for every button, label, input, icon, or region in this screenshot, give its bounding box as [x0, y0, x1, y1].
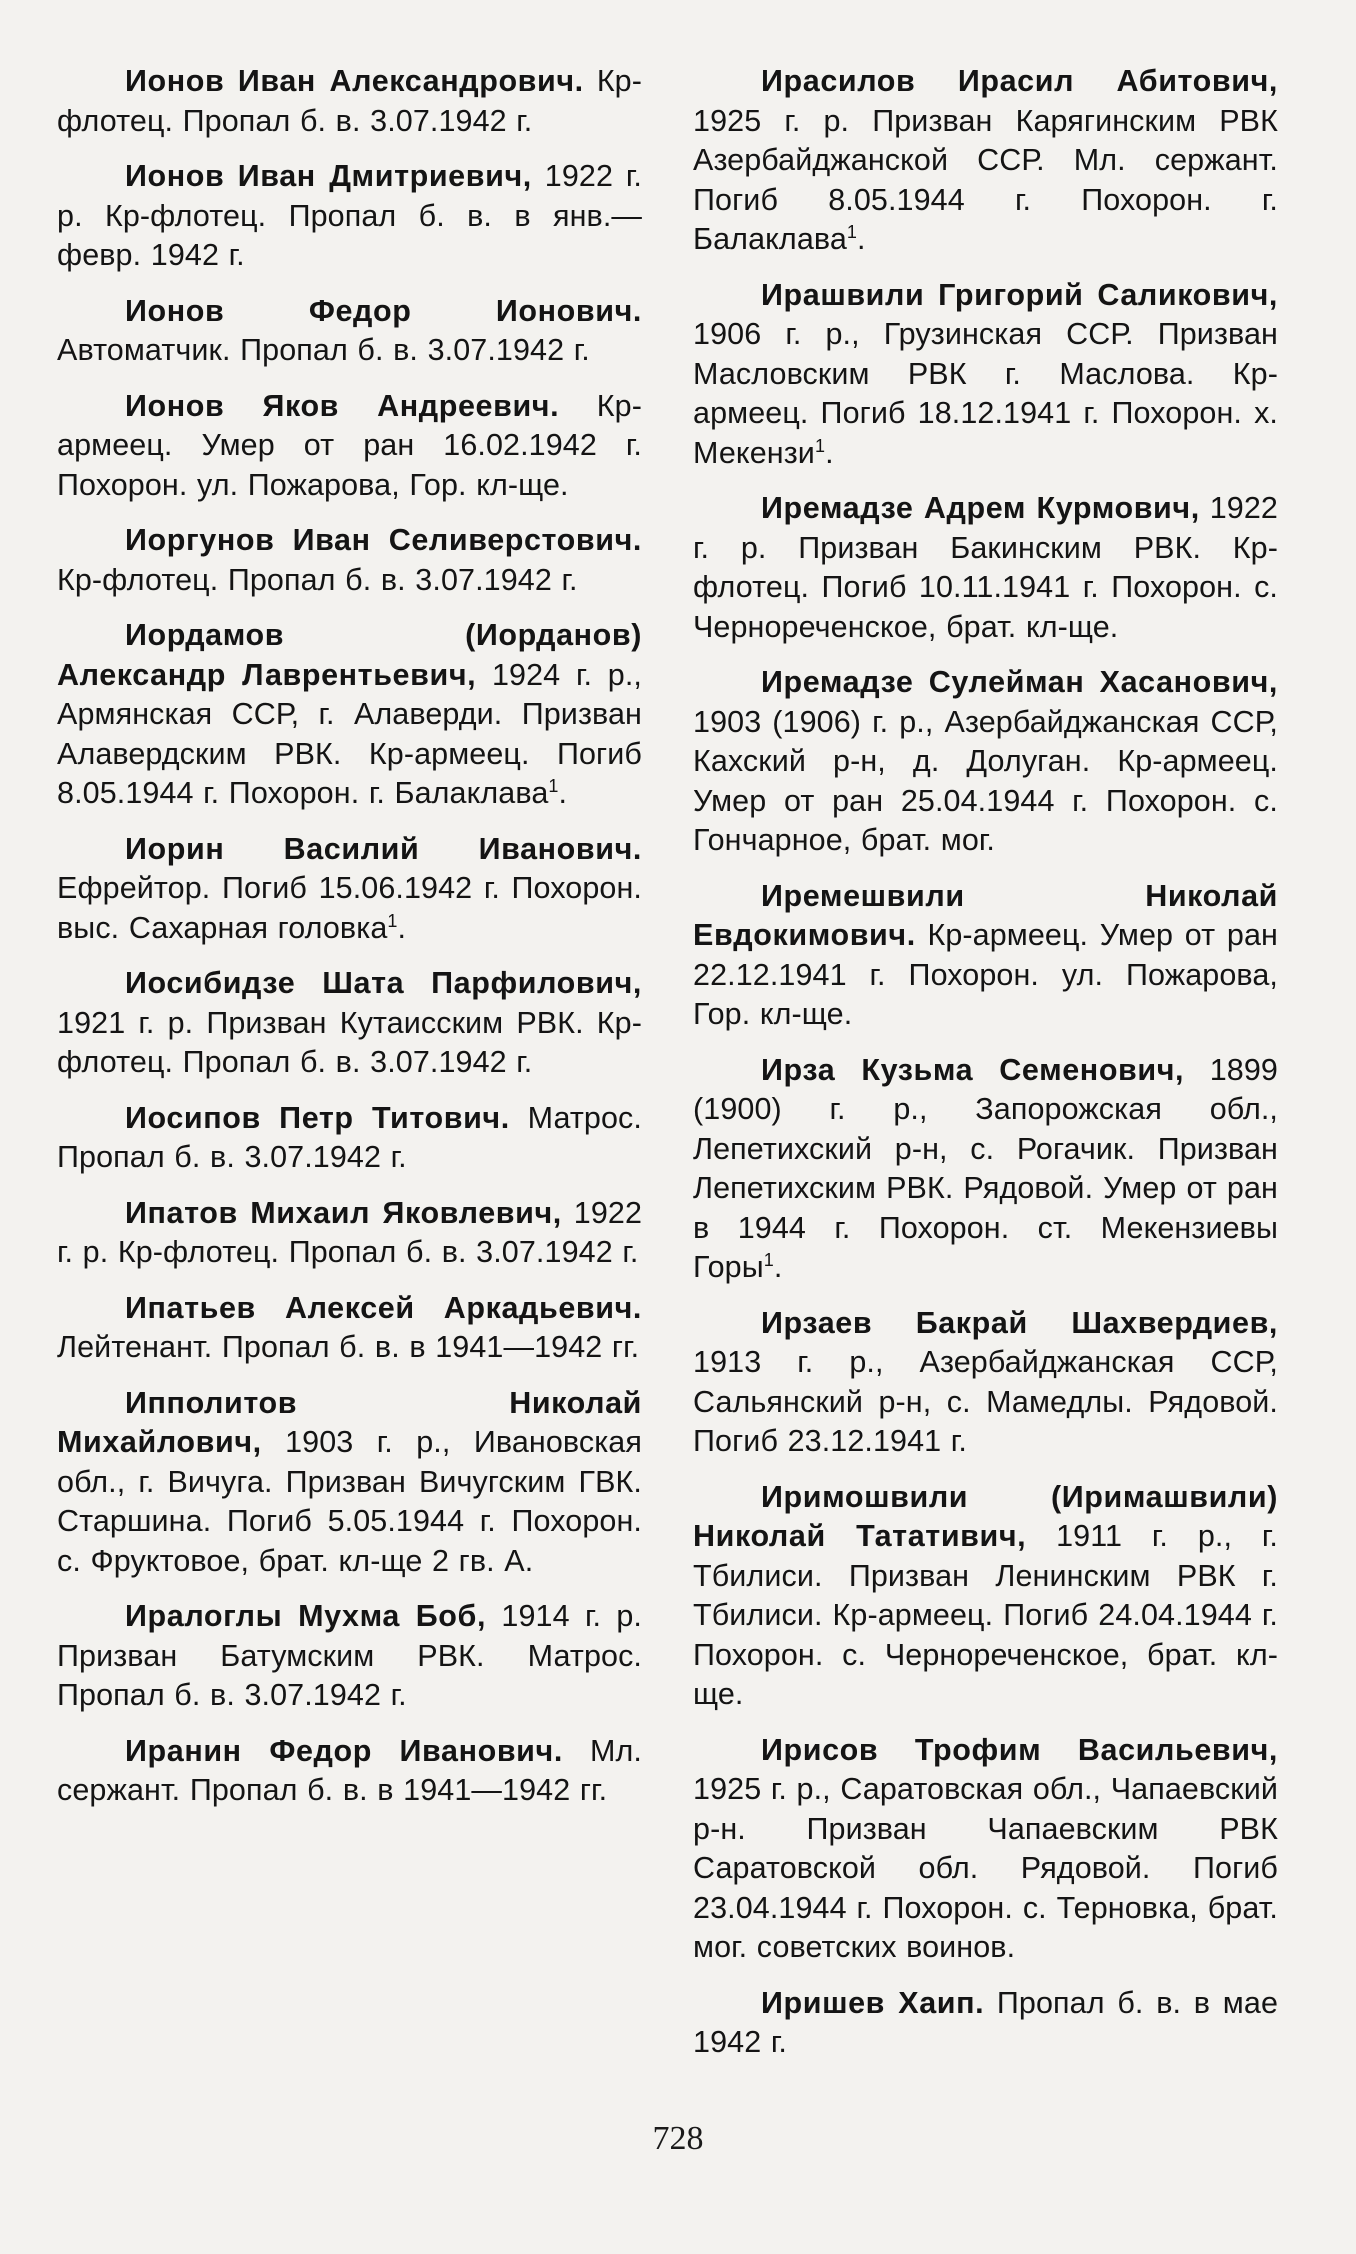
entry-footnote: $^1$. — [548, 775, 568, 810]
entry-name: Иранин Федор Иванович. — [125, 1733, 563, 1768]
entry — [57, 1289, 642, 1368]
entry — [693, 1478, 1278, 1715]
entry-name: Иорин Василий Иванович. — [125, 831, 642, 866]
entry — [693, 489, 1278, 647]
entry — [57, 830, 642, 949]
entry-text: 1903 (1906) г. р., Азербайджанская ССР, Кахский р-н, д. Долуган. Кр-армеец. Умер от ран 25.04.1944 г. Похорон. с. Гончарное, брат. мог. — [693, 704, 1278, 857]
entry-name: Иордамов (Иорданов) Александр Лаврентьевич, — [57, 618, 642, 692]
entry-text: Пропал б. в. в мае 1942 г. — [693, 1985, 1279, 2059]
entry-text: Ефрейтор. Погиб 15.06.1942 г. Похорон. выс. Сахарная головка — [57, 871, 642, 945]
entry — [693, 1984, 1278, 2063]
entry — [57, 521, 642, 600]
entry-name: Ирза Кузьма Семенович, — [761, 1052, 1185, 1087]
entry-text: 1922 г. р. Кр-флотец. Пропал б. в. в янв.—февр. 1942 г. — [57, 159, 642, 272]
entry-text: 1924 г. р., Армянская ССР, г. Алаверди. Призван Алавердским РВК. Кр-армеец. Погиб 8.05.1944 г. Похорон. г. Балаклава — [57, 657, 642, 810]
entry-name: Ирзаев Бакрай Шахвердиев, — [761, 1305, 1278, 1340]
entry-footnote: $^1$. — [387, 910, 407, 945]
entry-name: Иримошвили (Иримашвили) Николай Татативич, — [693, 1479, 1278, 1553]
entry — [693, 1304, 1278, 1462]
entry — [693, 62, 1278, 260]
entry-name: Иосипов Петр Титович. — [125, 1100, 510, 1135]
entry — [693, 1051, 1278, 1288]
entry-text: Матрос. Пропал б. в. 3.07.1942 г. — [57, 1100, 642, 1174]
entry-text: Кр-флотец. Пропал б. в. 3.07.1942 г. — [57, 64, 642, 138]
entry — [57, 387, 642, 506]
entry-name: Иремадзе Адрем Курмович, — [761, 491, 1200, 525]
entry — [57, 1384, 642, 1582]
entry-text: 1911 г. р., г. Тбилиси. Призван Ленинским РВК г. Тбилиси. Кр-армеец. Погиб 24.04.1944 г. Похорон. с. Чернореченское, брат. кл-ще. — [693, 1519, 1278, 1711]
entry-name: Иремешвили Николай Евдокимович. — [693, 878, 1278, 952]
left-column — [57, 62, 642, 1827]
entry-text: Автоматчик. Пропал б. в. 3.07.1942 г. — [57, 333, 590, 367]
entry — [57, 62, 642, 141]
entry — [57, 616, 642, 814]
entry-name: Иришев Хаип. — [761, 1985, 985, 2020]
entry — [57, 157, 642, 276]
entry — [57, 1194, 642, 1273]
entry-name: Ипатов Михаил Яковлевич, — [125, 1195, 562, 1230]
entry-name: Иосибидзе Шата Парфилович, — [125, 966, 642, 1000]
entry-name: Ирисов Трофим Васильевич, — [761, 1732, 1278, 1767]
entry — [693, 877, 1278, 1035]
entry-name: Иремадзе Сулейман Хасанович, — [761, 665, 1278, 699]
entry-text: Лейтенант. Пропал б. в. в 1941—1942 гг. — [57, 1330, 640, 1364]
entry-name: Ионов Иван Александрович. — [125, 64, 584, 98]
right-column — [693, 62, 1278, 2079]
entry-name: Ипполитов Николай Михайлович, — [57, 1385, 642, 1459]
entry — [57, 1099, 642, 1178]
entry-text: 1903 г. р., Ивановская обл., г. Вичуга. Призван Вичугским ГВК. Старшина. Погиб 5.05.1944 г. Похорон. с. Фруктовое, брат. кл-ще 2 гв. А. — [57, 1425, 642, 1578]
entry-text: Кр-армеец. Умер от ран 16.02.1942 г. Похорон. ул. Пожарова, Гор. кл-ще. — [57, 388, 642, 502]
entry — [693, 276, 1278, 474]
entry-name: Ионов Яков Андреевич. — [125, 388, 560, 423]
entry-text: 1925 г. р., Саратовская обл., Чапаевский р-н. Призван Чапаевским РВК Саратовской обл. Рядовой. Погиб 23.04.1944 г. Похорон. с. Терновка, брат. мог. советских воинов. — [693, 1772, 1278, 1964]
entry-text: 1899 (1900) г. р., Запорожская обл., Лепетихский р-н, с. Рогачик. Призван Лепетихским РВК. Рядовой. Умер от ран в 1944 г. Похорон. ст. Мекензиевы Горы — [693, 1052, 1278, 1284]
entry — [693, 1731, 1278, 1968]
entry-text: 1921 г. р. Призван Кутаисским РВК. Кр-флотец. Пропал б. в. 3.07.1942 г. — [57, 1005, 642, 1079]
entry-name: Ирашвили Григорий Саликович, — [761, 277, 1278, 312]
entry-text: 1922 г. р. Призван Бакинским РВК. Кр-флотец. Погиб 10.11.1941 г. Похорон. с. Чернореченское, брат. кл-ще. — [693, 491, 1278, 644]
entry — [57, 292, 642, 371]
entry-name: Иралоглы Мухма Боб, — [125, 1599, 487, 1633]
entry-name: Ионов Иван Дмитриевич, — [125, 159, 532, 193]
entry-text: Кр-армеец. Умер от ран 22.12.1941 г. Похорон. ул. Пожарова, Гор. кл-ще. — [693, 918, 1278, 1031]
page-number: 728 — [652, 2120, 704, 2157]
entry-text: 1925 г. р. Призван Карягинским РВК Азербайджанской ССР. Мл. сержант. Погиб 8.05.1944 г. Похорон. г. Балаклава — [693, 103, 1278, 256]
entry-text: 1922 г. р. Кр-флотец. Пропал б. в. 3.07.1942 г. — [57, 1195, 643, 1269]
entry-footnote: $^1$. — [763, 1249, 783, 1284]
entry-name: Ионов Федор Ионович. — [125, 293, 642, 328]
entry — [57, 964, 642, 1083]
entry-text: 1906 г. р., Грузинская ССР. Призван Масловским РВК г. Маслова. Кр-армеец. Погиб 18.12.1941 г. Похорон. х. Мекензи — [693, 317, 1278, 470]
entry-text: Мл. сержант. Пропал б. в. в 1941—1942 гг. — [57, 1733, 642, 1807]
entry-text: Кр-флотец. Пропал б. в. 3.07.1942 г. — [57, 562, 578, 597]
entry-footnote: $^1$. — [846, 221, 866, 256]
entry-name: Иоргунов Иван Селиверстович. — [125, 523, 642, 557]
entry — [57, 1732, 642, 1811]
entry — [57, 1597, 642, 1716]
entry-text: 1914 г. р. Призван Батумским РВК. Матрос. Пропал б. в. 3.07.1942 г. — [57, 1599, 642, 1712]
entry-name: Ипатьев Алексей Аркадьевич. — [125, 1290, 642, 1325]
entry-name: Ирасилов Ирасил Абитович, — [761, 64, 1278, 98]
entry-footnote: $^1$. — [814, 435, 834, 470]
entry — [693, 663, 1278, 861]
entry-text: 1913 г. р., Азербайджанская ССР, Сальянский р-н, с. Мамедлы. Рядовой. Погиб 23.12.1941 г. — [693, 1345, 1278, 1458]
